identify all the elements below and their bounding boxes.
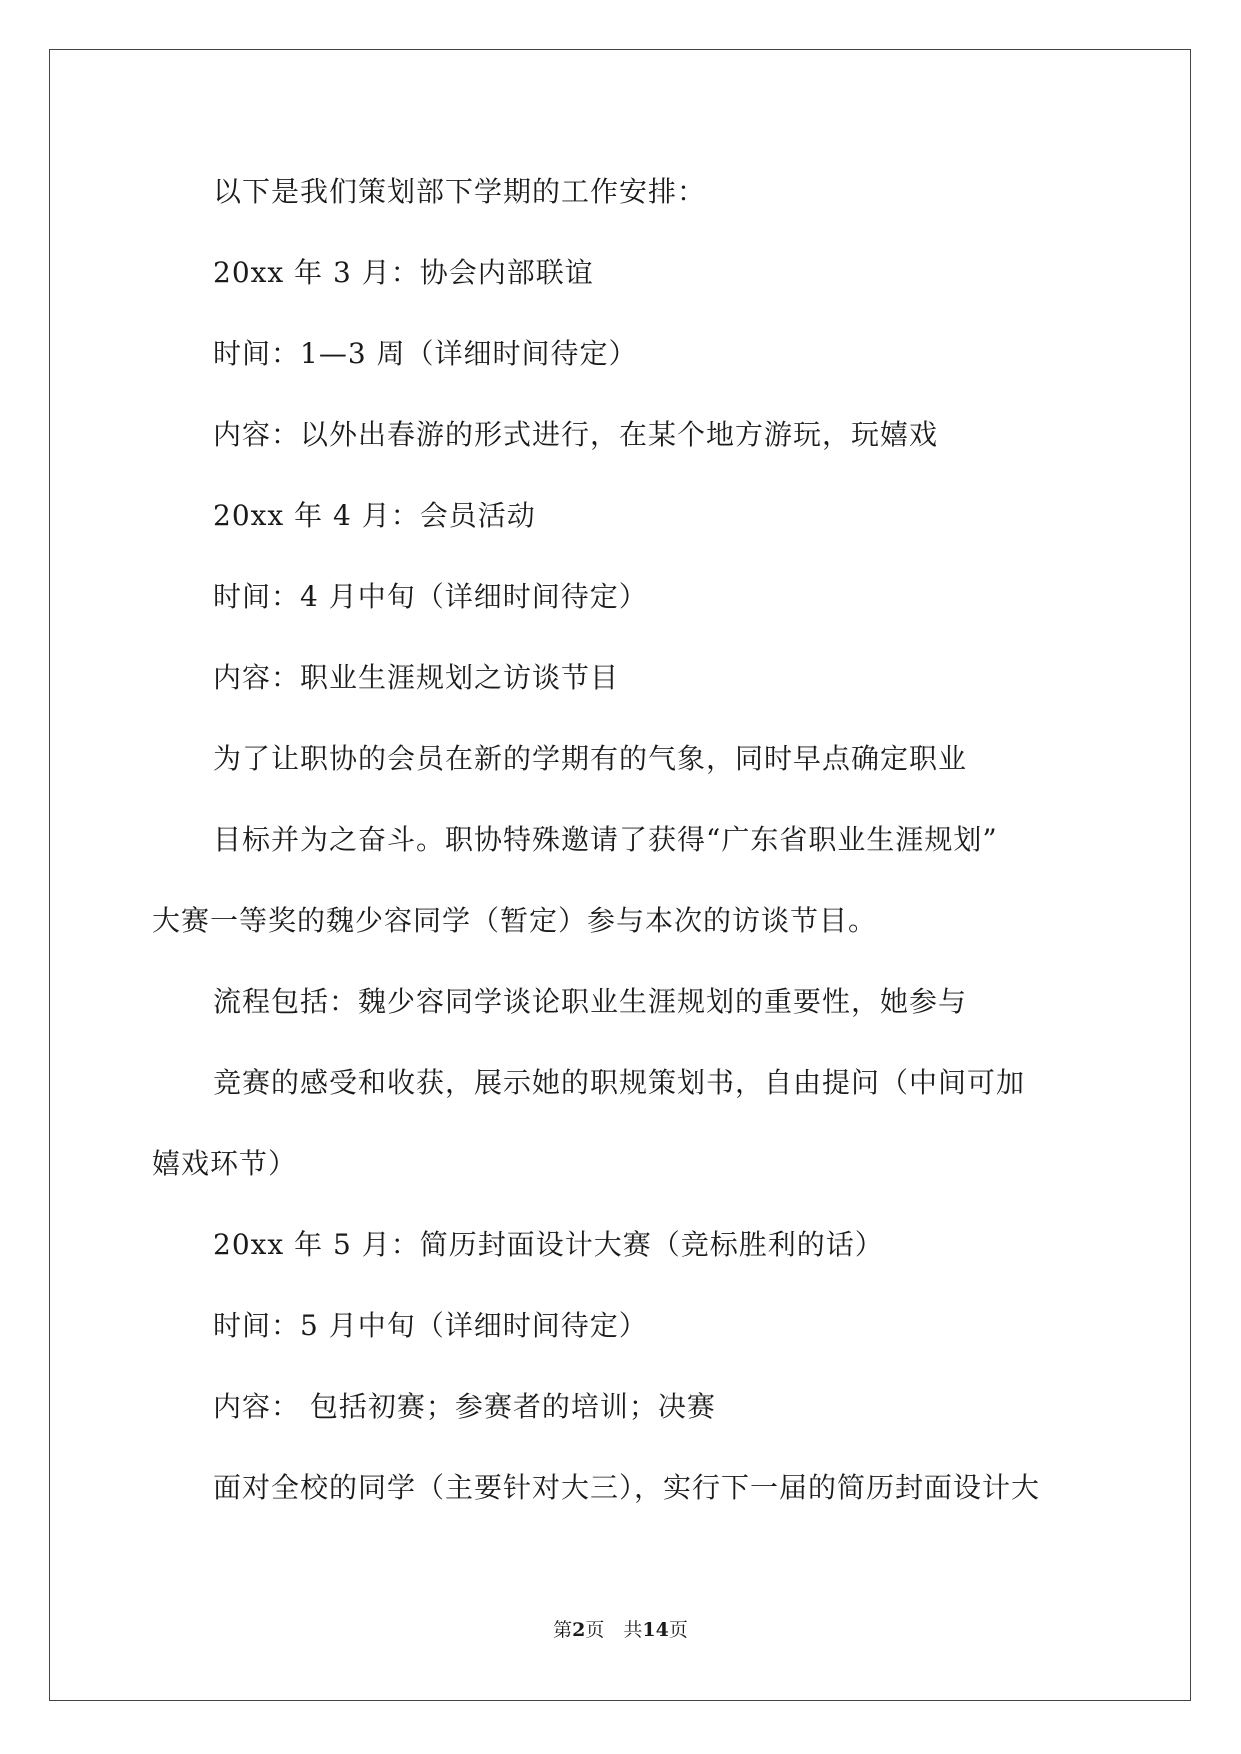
page-border [49, 49, 1191, 1701]
text-line: 时间：1—3 周（详细时间待定） [213, 337, 638, 370]
text-line: 为了让职协的会员在新的学期有的气象，同时早点确定职业 [213, 742, 968, 775]
text-line: 时间：4 月中旬（详细时间待定） [213, 580, 648, 613]
text-line: 时间：5 月中旬（详细时间待定） [213, 1309, 648, 1342]
text-line: 内容：职业生涯规划之访谈节目 [213, 661, 620, 694]
text-line: 面对全校的同学（主要针对大三），实行下一届的简历封面设计大 [213, 1471, 1041, 1504]
text-line: 以下是我们策划部下学期的工作安排： [213, 175, 707, 208]
text-line: 竞赛的感受和收获，展示她的职规策划书，自由提问（中间可加 [213, 1066, 1026, 1099]
text-line: 内容： 包括初赛；参赛者的培训；决赛 [213, 1390, 716, 1423]
text-line: 嬉戏环节） [152, 1147, 298, 1180]
page-footer [0, 1618, 1241, 1642]
text-line: 20xx 年 4 月：会员活动 [213, 499, 536, 532]
text-line: 流程包括：魏少容同学谈论职业生涯规划的重要性，她参与 [213, 985, 968, 1018]
text-line: 20xx 年 3 月：协会内部联谊 [213, 256, 594, 289]
text-line: 20xx 年 5 月：简历封面设计大赛（竞标胜利的话） [213, 1228, 884, 1261]
text-line: 目标并为之奋斗。职协特殊邀请了获得“广东省职业生涯规划” [213, 823, 998, 856]
current-page-number: 2 [572, 1619, 586, 1641]
text-line: 大赛一等奖的魏少容同学（暂定）参与本次的访谈节目。 [152, 904, 878, 937]
footer-middle: 页 共 [585, 1619, 643, 1641]
footer-prefix: 第 [553, 1619, 573, 1641]
footer-suffix: 页 [668, 1619, 688, 1641]
total-pages-number: 14 [642, 1619, 669, 1641]
text-line: 内容：以外出春游的形式进行，在某个地方游玩，玩嬉戏 [213, 418, 939, 451]
